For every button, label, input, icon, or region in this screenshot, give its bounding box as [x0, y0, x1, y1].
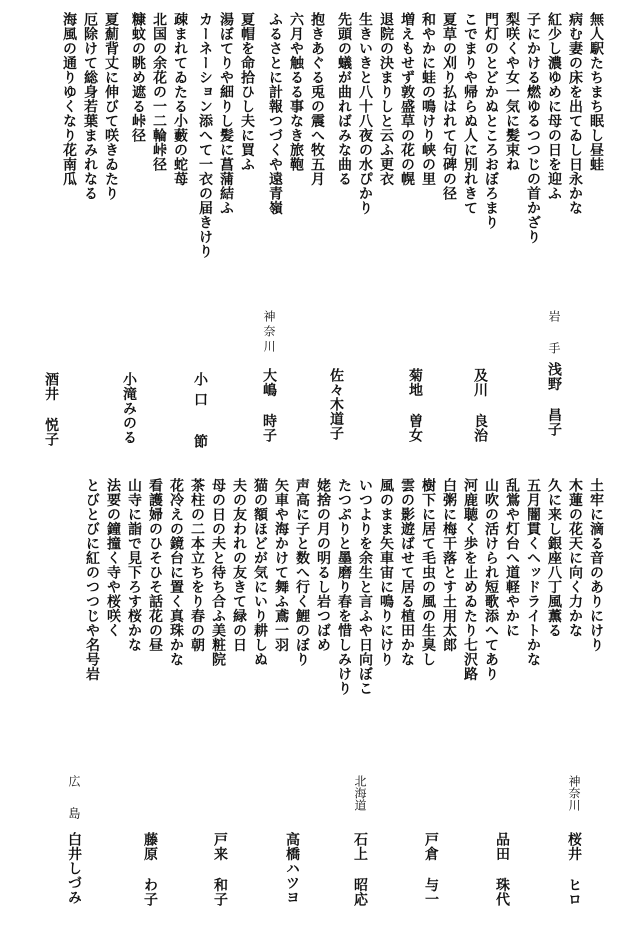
author-region: 北海道 [353, 775, 367, 811]
poem-line: 法要の鐘撞く寺や桜咲く [105, 478, 121, 638]
poem-line: 姥捨の月の明るし岩つばめ [315, 478, 331, 652]
author-name: 高橋ハツヨ [284, 832, 300, 905]
author-name: 及川 良治 [472, 368, 488, 443]
author-name: 浅野 昌子 [546, 362, 562, 437]
author-name: 桜井 ヒロ [566, 832, 582, 907]
poem-line: 河鹿聴く歩を止めゐたり七沢路 [462, 478, 478, 681]
poem-line: 湯ぼてりや細りし髪に菖蒲結ふ [218, 12, 234, 215]
poem-line: 生きいきと八十八夜の水ぴかり [357, 12, 373, 215]
poem-line: 夏薊背丈に伸びて咲きゐたり [103, 12, 119, 201]
poem-line: 木蓮の花天に向く力かな [567, 478, 583, 638]
author-name: 戸来 和子 [212, 832, 228, 907]
poem-line: 久に来し銀座八丁風薫る [546, 478, 562, 638]
poem-line: 病む妻の床を出てゐし日永かな [567, 12, 583, 215]
author-name: 品田 珠代 [494, 832, 510, 907]
author-name: 白井しづみ [66, 832, 82, 905]
poem-line: 増えもせず敦盛草の花の幌 [399, 12, 415, 186]
poem-line: 厄除けて総身若葉まみれなる [82, 12, 98, 201]
poem-line: 六月や触るる事なき旅鞄 [288, 12, 304, 172]
poem-line: 雲の影遊ばせて居る植田かな [399, 478, 415, 667]
poem-line: とびとびに紅のつつじや名号岩 [84, 478, 100, 681]
poem-line: 子にかける燃ゆるつつじの首かざり [525, 12, 541, 244]
poem-line: 無人駅たちまち眠し昼蛙 [588, 12, 604, 172]
author-region: 広 島 [67, 775, 81, 822]
poem-line: いつよりを余生と言ふや日向ぼこ [357, 478, 373, 696]
poem-line: 乱鴬や灯台へ道軽やかに [504, 478, 520, 638]
author-name: 藤原 わ子 [142, 832, 158, 907]
poem-line: 看護婦のひそひそ話花の昼 [147, 478, 163, 652]
author-name: 佐々木道子 [328, 368, 344, 441]
author-name: 小口 節 [192, 372, 208, 454]
poem-line: 北国の余花の一二輪峠径 [151, 12, 167, 172]
poem-line: 母の日の夫と待ち合ふ美粧院 [210, 478, 226, 667]
poem-line: 樹下に居て毛虫の風の生臭し [420, 478, 436, 667]
poem-line: 門灯のとどかぬところおぼろまり [483, 12, 499, 230]
poem-line: こでまりや帰らぬ人に別れきて [462, 12, 478, 215]
author-name: 大嶋 時子 [261, 368, 277, 443]
poem-line: 退院の決まりしと云ふ更衣 [378, 12, 394, 186]
poem-line: 先頭の蟻が曲ればみな曲る [336, 12, 352, 186]
poem-line: ふるさとに計報つづくや遠青嶺 [267, 12, 283, 215]
poem-line: 矢車や海かけて舞ふ鳶一羽 [273, 478, 289, 652]
poem-line: 風のまま矢車宙に鳴りにけり [378, 478, 394, 667]
poem-line: 夏草の刈り払はれて句碑の径 [441, 12, 457, 201]
poem-line: 糠蚊の眺め遮る峠径 [130, 12, 146, 143]
poem-line: 白粥に梅干落とす土用太郎 [441, 478, 457, 652]
author-name: 酒井 悦子 [43, 372, 59, 447]
poem-line: 夫の友われの友きて緑の日 [231, 478, 247, 652]
poem-line: 疎まれてゐたる小藪の蛇苺 [172, 12, 188, 186]
poem-line: 猫の額ほどが気にいり耕しぬ [252, 478, 268, 667]
poem-line: 紅少し濃ゆめに母の日を迎ふ [546, 12, 562, 201]
poem-line: 海風の通りゆくなり花南瓜 [61, 12, 77, 186]
poem-line: カーネーション添へて一衣の届きけり [197, 12, 213, 259]
author-name: 戸倉 与一 [423, 832, 439, 907]
poem-line: 夏帽を命拾ひし夫に買ふ [239, 12, 255, 172]
poem-line: 和やかに蛙の鳴けり峡の里 [420, 12, 436, 186]
poem-line: 花冷えの鏡台に置く真珠かな [168, 478, 184, 667]
author-region: 神奈川 [262, 310, 276, 355]
poem-line: 声高に子と数へ行く鯉のぼり [294, 478, 310, 667]
author-name: 石上 昭応 [352, 832, 368, 907]
poem-line: 五月闇貫くヘッドライトかな [525, 478, 541, 667]
author-region: 神奈川 [567, 775, 581, 811]
poem-line: 茶柱の二本立ちをり春の朝 [189, 478, 205, 652]
poem-line: 土牢に滴る音のありにけり [588, 478, 604, 652]
poem-line: 梨咲くや女一気に髪束ね [504, 12, 520, 172]
author-name: 菊地 曽女 [407, 368, 423, 443]
poem-line: 抱きあぐる兎の震へ牧五月 [309, 12, 325, 186]
poem-line: 山吹の活けられ短歌添へてあり [483, 478, 499, 681]
poem-line: 山寺に詣で見下ろす桜かな [126, 478, 142, 652]
author-name: 小滝みのる [121, 372, 137, 445]
poem-line: たつぷりと墨磨り春を惜しみけり [336, 478, 352, 696]
author-region: 岩 手 [547, 310, 561, 357]
